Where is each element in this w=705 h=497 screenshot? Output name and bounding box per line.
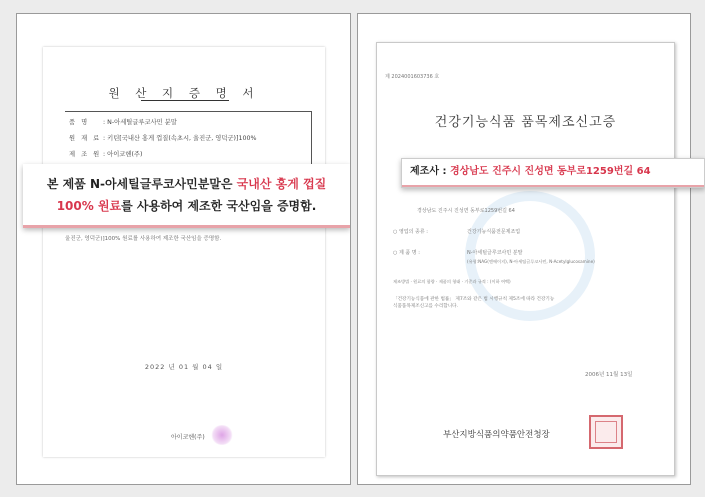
manufacturer-highlight-banner: [401, 158, 705, 188]
official-seal-stamp: [589, 415, 623, 449]
address-line: 경상남도 진주시 진성면 동부로1259번길 64: [417, 208, 515, 214]
manufacturer-address: 경상남도 진주시 진성면 동부로1259번길 64: [449, 166, 651, 177]
row-value: : 아이코헨(주): [103, 151, 143, 158]
row-value: : 키틴[국내산 홍게 껍질(속초시, 울진군, 영덕군)]100%: [103, 135, 257, 142]
manufacturing-note: 제조방법 · 원료의 함량 · 제품의 형태 · 기준과 규격 : (이하 여백): [393, 279, 511, 284]
issuing-authority: 부산지방식품의약품안전청장: [443, 430, 550, 440]
product-name-label: ○ 제 품 명 :: [393, 250, 420, 256]
certificate-of-origin-document: [43, 47, 325, 457]
law-notice-line-1: 「건강기능식품에 관한 법률」 제7조와 같은 법 시행규칙 제5조에 따라 건강기능: [393, 297, 555, 302]
health-food-registration-document: [376, 42, 675, 476]
law-notice-line-2: 식품품목제조신고를 수리합니다.: [393, 304, 459, 309]
raw-material-row: [69, 136, 256, 142]
registration-date: 2006년 11월 13일: [585, 372, 633, 378]
row-label: 품 명: [69, 119, 90, 126]
business-type-value: 건강기능식품전문제조업: [467, 229, 521, 235]
row-value: : N-아세틸글루코사민 분말: [103, 119, 177, 126]
product-name-row: [69, 120, 177, 126]
banner-accent-rule: [23, 225, 350, 228]
manufacturer-label: 제조사 :: [410, 166, 450, 177]
company-seal-stamp: [211, 425, 233, 445]
banner-accent-rule: [402, 185, 704, 187]
product-type-value: (유형:NAG(엔에이지), N-아세틸글루코사민, N-Acetylglucosamine): [467, 259, 595, 264]
banner-text: 를 사용하여 제조한 국산임을 증명함.: [121, 199, 317, 213]
banner-highlight: 100% 원료: [56, 199, 122, 213]
origin-highlight-banner: [23, 164, 350, 228]
banner-highlight: 국내산 홍게 껍질: [236, 177, 327, 191]
banner-line-2: [23, 200, 350, 212]
certificate-date: 2022 년 01 월 04 일: [144, 363, 224, 371]
certificate-signer: 아이코헨(주): [171, 434, 205, 441]
certificate-of-origin-title: 원 산 지 증 명 서: [108, 86, 260, 100]
registration-number: 제 2024001603736 호: [385, 74, 440, 80]
business-type-label: ○ 영업의 종류 :: [393, 229, 428, 235]
certificate-body-text: 울진군, 영덕군)]100% 원료를 사용하여 제조한 국산임을 증명함.: [65, 236, 222, 242]
left-certificate-panel: [16, 13, 351, 485]
registration-title: 건강기능식품 품목제조신고증: [434, 115, 617, 130]
banner-text: 본 제품 N-아세틸글루코사민분말은: [46, 177, 237, 191]
banner-line-1: [23, 178, 350, 190]
row-label: 제 조 원: [69, 151, 102, 158]
manufacturer-banner-text: [410, 167, 651, 177]
right-certificate-panel: [357, 13, 691, 485]
manufacturer-row: [69, 152, 142, 158]
title-underline: [141, 100, 229, 101]
product-name-value: N-아세틸글루코사민 분말: [467, 250, 523, 256]
row-label: 원 재 료: [69, 135, 102, 142]
